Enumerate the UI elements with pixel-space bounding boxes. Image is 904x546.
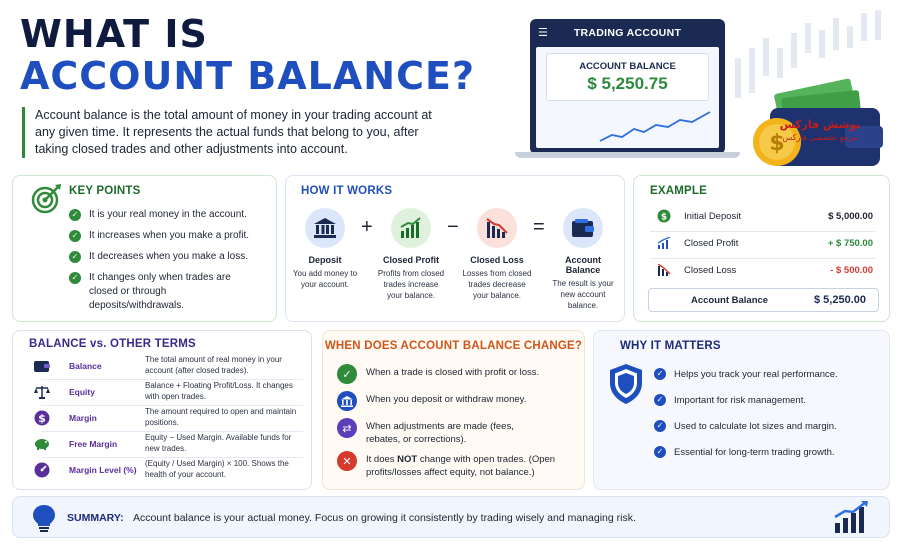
example-row: $ Initial Deposit $ 5,000.00 [656, 206, 873, 226]
divider [41, 431, 303, 432]
step-deposit [290, 208, 360, 290]
minus-operator: − [447, 216, 459, 238]
page-title-line2: ACCOUNT BALANCE? [20, 54, 475, 98]
refresh-icon: ⇄ [337, 418, 357, 438]
line-chart-icon [598, 109, 713, 144]
step-desc: The result is your new account balance. [552, 279, 614, 310]
check-icon: ✓ [654, 420, 666, 432]
example-row: Closed Loss - $ 500.00 [656, 260, 873, 280]
step-desc: Profits from closed trades increase your balance. [377, 269, 445, 300]
laptop-screen [536, 47, 719, 148]
how-it-works-heading: HOW IT WORKS [301, 185, 393, 197]
key-points-card [12, 175, 277, 322]
step-name: Closed Loss [470, 255, 524, 265]
list-item: ✓ It decreases when you make a loss. [69, 250, 259, 264]
step-name: Closed Profit [382, 255, 439, 265]
change-row: ✓ When a trade is closed with profit or loss. [337, 364, 577, 384]
scale-icon [31, 384, 53, 400]
example-row: Closed Profit + $ 750.00 [656, 233, 873, 253]
balance-terms-heading: BALANCE vs. OTHER TERMS [29, 338, 196, 350]
profit-chart-icon [656, 235, 672, 251]
check-icon: ✓ [654, 394, 666, 406]
balance-display-label: ACCOUNT BALANCE [579, 61, 676, 72]
bank-icon [337, 391, 357, 411]
when-changes-card [322, 330, 585, 490]
list-item: ✓ Important for risk management. [654, 394, 838, 406]
profit-chart-icon [391, 208, 431, 248]
example-heading: EXAMPLE [650, 185, 707, 197]
divider [41, 379, 303, 380]
divider [41, 405, 303, 406]
example-value: $ 5,000.00 [828, 210, 873, 222]
wallet-icon [563, 208, 603, 248]
divider [650, 258, 875, 259]
step-closed-loss [462, 208, 532, 301]
when-changes-heading: WHEN DOES ACCOUNT BALANCE CHANGE? [324, 340, 583, 352]
list-item: ✓ It is your real money in the account. [69, 208, 259, 222]
check-icon: ✓ [69, 272, 81, 284]
list-item: ✓ It changes only when trades are closed or through deposits/withdrawals. [69, 271, 259, 313]
list-item: ✓ Used to calculate lot sizes and margin. [654, 420, 838, 432]
balance-display [546, 53, 709, 101]
balance-terms-card [12, 330, 312, 490]
change-row: ✕ It does NOT change with open trades. (Open profits/losses affect equity, not balance.) [337, 451, 577, 479]
money-icon [656, 208, 672, 224]
watermark-line2: مرجع تخصصی فارکس [782, 133, 858, 142]
example-card [633, 175, 890, 322]
menu-icon: ☰ [538, 27, 549, 39]
example-total: Account Balance $ 5,250.00 [648, 288, 879, 312]
wallet-icon [31, 358, 53, 374]
term-row: $ Margin The amount required to open and maintain positions. [31, 407, 306, 428]
piggy-bank-icon [31, 436, 53, 452]
dollar-icon [31, 410, 53, 426]
check-icon: ✓ [337, 364, 357, 384]
laptop-title: TRADING ACCOUNT [573, 27, 682, 39]
how-it-works-card [285, 175, 625, 322]
why-matters-heading: WHY IT MATTERS [620, 340, 721, 352]
x-icon: ✕ [337, 451, 357, 471]
example-total-value: $ 5,250.00 [814, 294, 866, 306]
divider [650, 231, 875, 232]
wallet-coin-illustration [725, 8, 895, 168]
laptop-title-bar [530, 19, 725, 47]
intro-text: Account balance is the total amount of money in your trading account at any given time. It represents the actual funds that belong to you, after taking closed trades and other adjustments into account. [22, 107, 442, 158]
svg-text:$: $ [38, 411, 46, 425]
loss-chart-icon [656, 262, 672, 278]
check-icon: ✓ [654, 446, 666, 458]
term-row: Balance The total amount of real money in your account (after closed trades). [31, 355, 306, 376]
check-icon: ✓ [654, 368, 666, 380]
change-row: When you deposit or withdraw money. [337, 391, 577, 411]
list-item: ✓ Helps you track your real performance. [654, 368, 838, 380]
list-item: ✓ Essential for long-term trading growth. [654, 446, 838, 458]
bank-icon [305, 208, 345, 248]
shield-icon [608, 363, 644, 405]
summary-label: SUMMARY: [67, 512, 124, 524]
step-account-balance [548, 208, 618, 311]
step-name: Account Balance [565, 255, 601, 275]
summary-bar [12, 496, 890, 538]
summary-text: Account balance is your actual money. Focus on growing it consistently by trading wisely and managing risk. [133, 512, 636, 524]
equals-operator: = [533, 216, 545, 238]
key-points-heading: KEY POINTS [69, 185, 141, 197]
change-row: ⇄ When adjustments are made (fees, rebates, or corrections). [337, 418, 577, 446]
plus-operator: + [361, 216, 373, 238]
laptop-illustration [530, 19, 725, 154]
lightbulb-icon [31, 504, 57, 532]
gauge-icon [31, 462, 53, 478]
check-icon: ✓ [69, 230, 81, 242]
why-matters-card [593, 330, 890, 490]
step-closed-profit [376, 208, 446, 301]
growth-chart-icon [833, 501, 869, 533]
step-name: Deposit [308, 255, 342, 265]
watermark-line1: پوشش فارکس [779, 118, 861, 131]
svg-text:$: $ [660, 212, 668, 223]
check-icon: ✓ [69, 209, 81, 221]
term-row: Margin Level (%) (Equity / Used Margin) × 100. Shows the health of your account. [31, 459, 306, 480]
svg-text:$: $ [769, 131, 785, 156]
target-icon [31, 182, 63, 214]
term-row: Equity Balance + Floating Profit/Loss. It changes with open trades. [31, 381, 306, 402]
balance-display-value: $ 5,250.75 [587, 74, 668, 93]
term-row: Free Margin Equity − Used Margin. Available funds for new trades. [31, 433, 306, 454]
page-title-line1: WHAT IS [20, 12, 208, 56]
list-item: ✓ It increases when you make a profit. [69, 229, 259, 243]
step-desc: You add money to your account. [292, 269, 358, 289]
laptop-base [515, 152, 740, 158]
example-value: + $ 750.00 [827, 237, 873, 249]
loss-chart-icon [477, 208, 517, 248]
example-value: - $ 500.00 [830, 264, 873, 276]
check-icon: ✓ [69, 251, 81, 263]
divider [41, 457, 303, 458]
step-desc: Losses from closed trades decrease your balance. [462, 269, 532, 300]
